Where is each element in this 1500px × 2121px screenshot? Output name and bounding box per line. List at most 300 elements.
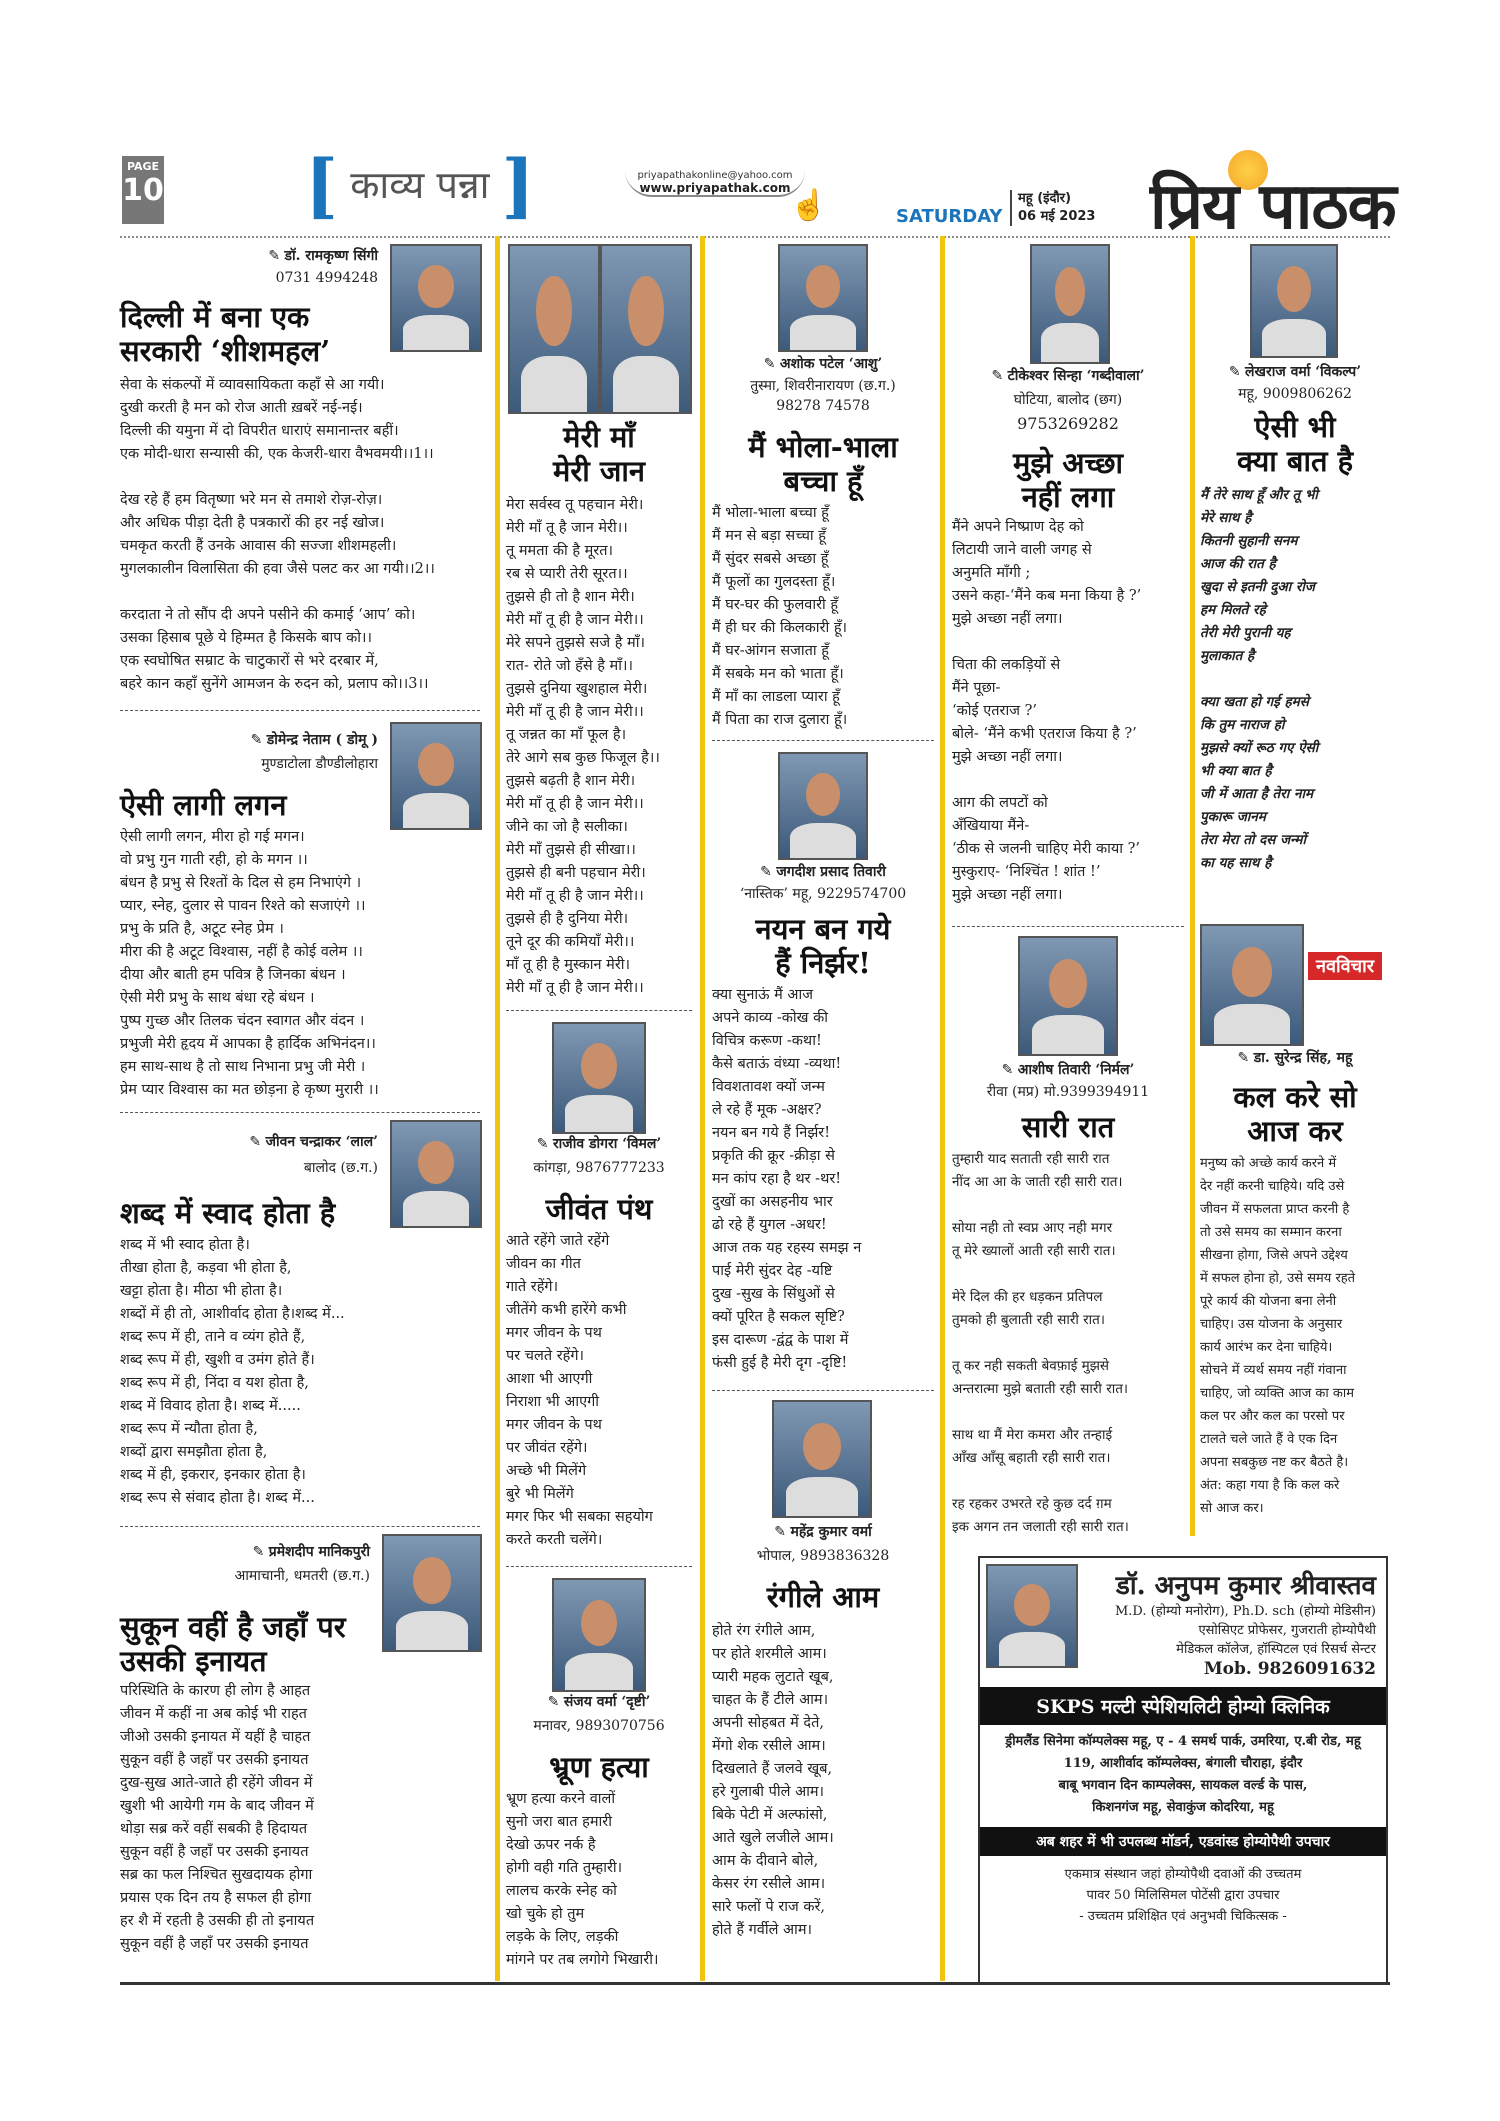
text-line: प्रभुजी मेरी हृदय में आपका है हार्दिक अभिनंदन।। bbox=[120, 1036, 376, 1052]
poem-title bbox=[952, 446, 1184, 514]
text-line: प्यारी महक लुटाते खूब, bbox=[712, 1669, 834, 1685]
text-line: करदाता ने तो सौंप दी अपने पसीने की कमाई ‘आप’ को। bbox=[120, 607, 416, 623]
text-line: मैं भोला-भाला बच्चा हूँ bbox=[712, 505, 829, 521]
text-line: मैं घर-आंगन सजाता हूँ bbox=[712, 643, 829, 659]
text-line: शब्दों में ही तो, आशीर्वाद होता है।शब्द में... bbox=[120, 1306, 345, 1322]
text-line: तुझसे ही बनी पहचान मेरी। bbox=[506, 865, 646, 881]
poem-body bbox=[120, 1680, 485, 1956]
author-place: आमाचानी, धमतरी (छ.ग.) bbox=[234, 1568, 370, 1584]
text-line: मैंने पूछा- bbox=[952, 680, 1001, 696]
column-divider bbox=[1190, 236, 1195, 1536]
text-line: ऐसी मेरी प्रभु के साथ बंधा रहे बंधन । bbox=[120, 990, 315, 1006]
page-label: PAGE bbox=[126, 160, 160, 173]
text-line: मेरी माँ तू ही है जान मेरी।। bbox=[506, 796, 644, 812]
text-line: शब्द में विवाद होता है। शब्द में..... bbox=[120, 1398, 301, 1414]
text-line: खुशी भी आयेगी गम के बाद जीवन में bbox=[120, 1798, 314, 1814]
text-line: देर नहीं करनी चाहिये। यदि उसे bbox=[1200, 1179, 1345, 1194]
text-line: मुस्कुराए- ‘निश्चिंत ! शांत !’ bbox=[952, 864, 1101, 880]
text-line: तू ममता की है मूरत। bbox=[506, 543, 614, 559]
text-line: 119, आशीर्वाद कॉम्पलेक्स, बंगाली चौराहा, इंदौर bbox=[1063, 1756, 1303, 1771]
text-line: आशा भी आएगी bbox=[506, 1371, 593, 1387]
text-line: पूरे कार्य की योजना बना लेनी bbox=[1200, 1294, 1337, 1309]
author-phone: 98278 74578 bbox=[776, 398, 870, 414]
section-divider bbox=[952, 926, 1184, 927]
text-line bbox=[952, 769, 1184, 792]
text-line: खुदा से इतनी दुआ रोज bbox=[1200, 579, 1315, 595]
author-photo bbox=[552, 1578, 646, 1692]
section-divider bbox=[120, 1112, 480, 1113]
text-line: मैंने अपने निष्प्राण देह को bbox=[952, 519, 1084, 535]
poem-body bbox=[120, 826, 485, 1102]
text-line: मेरे साथ है bbox=[1200, 510, 1252, 526]
text-line: शब्द रूप में ही, निंदा व यश होता है, bbox=[120, 1375, 309, 1391]
text-line: नयन बन गये हैं निर्झर! bbox=[712, 1125, 831, 1141]
text-line: मेरी माँ तू ही है जान मेरी।। bbox=[506, 888, 644, 904]
text-line: तुझसे दुनिया खुशहाल मेरी। bbox=[506, 681, 648, 697]
text-line: मुझे अच्छा नहीं लगा। bbox=[952, 611, 1063, 627]
website-box[interactable] bbox=[625, 170, 805, 197]
text-line: कैसे बताऊं वंध्या -व्यथा! bbox=[712, 1056, 842, 1072]
text-line: शब्द रूप में ही, ताने व व्यंग होते हैं, bbox=[120, 1329, 306, 1345]
text-line: जी में आता है तेरा नाम bbox=[1200, 786, 1314, 802]
text-line: अपना सबकुछ नष्ट कर बैठते है। bbox=[1200, 1455, 1349, 1470]
text-line: निराशा भी आएगी bbox=[506, 1394, 600, 1410]
author-place: भोपाल, 9893836328 bbox=[756, 1548, 890, 1564]
text-line: जीने का जो है सलीका। bbox=[506, 819, 628, 835]
poem-title: ऐसी लागी लगन bbox=[120, 788, 287, 822]
text-line: मैं तेरे साथ हूँ और तू भी bbox=[1200, 487, 1318, 503]
poem-body bbox=[1200, 484, 1390, 875]
text-line: किशनगंज महू, सेवाकुंज कोदरिया, महू bbox=[1092, 1800, 1274, 1815]
section-divider bbox=[120, 1526, 480, 1527]
text-line: साथ था मैं मेरा कमरा और तन्हाई bbox=[952, 1427, 1113, 1443]
text-line: प्रभु के प्रति है, अटूट स्नेह प्रेम । bbox=[120, 921, 284, 937]
text-line: चिता की लकड़ियों से bbox=[952, 657, 1061, 673]
text-line: चमकृत करती हैं उनके आवास की सज्जा शीशमहली। bbox=[120, 538, 397, 554]
section-divider bbox=[712, 740, 934, 741]
text-line: सोया नही तो स्वप्न आए नही मगर bbox=[952, 1220, 1113, 1236]
poem-title-line: दिल्ली में बना एक bbox=[120, 300, 310, 334]
author-place: घोटिया, बालोद (छग) bbox=[1013, 392, 1123, 408]
text-line: तीखा होता है, कड़वा भी होता है, bbox=[120, 1260, 292, 1276]
text-line: शब्द में ही, इकरार, इनकार होता है। bbox=[120, 1467, 306, 1483]
text-line: पर जीवंत रहेंगे। bbox=[506, 1440, 588, 1456]
text-line: मेरी माँ तुझसे ही सीखा।। bbox=[506, 842, 636, 858]
text-line: अच्छे भी मिलेंगे bbox=[506, 1463, 587, 1479]
text-line: लालच करके स्नेह को bbox=[506, 1883, 617, 1899]
poem-title bbox=[712, 430, 934, 498]
text-line bbox=[952, 1470, 1184, 1493]
text-line: ले रहे हैं मूक -अक्षर? bbox=[712, 1102, 822, 1118]
text-line: रब से प्यारी तेरी सूरत।। bbox=[506, 566, 628, 582]
author-place: महू, 9009806262 bbox=[1238, 386, 1352, 402]
text-line: मुझे अच्छा नहीं लगा। bbox=[952, 749, 1063, 765]
poem-title-line: उसकी इनायत bbox=[120, 1644, 267, 1678]
author-name: ✎ राजीव डोगरा ‘विमल’ bbox=[506, 1134, 692, 1153]
text-line: मीरा की है अटूट विश्वास, नहीं है कोई वलेम ।। bbox=[120, 944, 363, 960]
author-photo bbox=[508, 244, 600, 414]
poem-title-line: मुझे अच्छा bbox=[1012, 446, 1124, 480]
author-photo bbox=[390, 722, 482, 830]
text-line: शब्द रूप में न्यौता होता है, bbox=[120, 1421, 258, 1437]
text-line: और अधिक पीड़ा देती है पत्रकारों की हर नई खोज। bbox=[120, 515, 385, 531]
doctor-photo bbox=[986, 1564, 1078, 1668]
text-line: मगर फिर भी सबका सहयोग bbox=[506, 1509, 653, 1525]
poem-title-line: क्या बात है bbox=[1236, 444, 1354, 478]
text-line: दुखी करती है मन को रोज आती ख़बरें नई-नई। bbox=[120, 400, 363, 416]
text-line: तुमको ही बुलाती रही सारी रात। bbox=[952, 1312, 1105, 1328]
text-line: जीवन में सफलता प्राप्त करनी है bbox=[1200, 1202, 1350, 1217]
poem-body bbox=[120, 374, 485, 696]
author-name: ✎ डोमेन्द्र नेताम ( डोमू ) bbox=[120, 730, 378, 749]
text-line: सीखना होगा, जिसे अपने उद्देश्य bbox=[1200, 1248, 1348, 1263]
text-line: आते खुले लजीले आम। bbox=[712, 1830, 834, 1846]
text-line: लड़के के लिए, लड़की bbox=[506, 1929, 619, 1945]
text-line: इक अगन तन जलाती रही सारी रात। bbox=[952, 1519, 1129, 1535]
text-line: सुकून वहीं है जहाँ पर उसकी इनायत bbox=[120, 1752, 309, 1768]
author-name: ✎ डॉ. रामकृष्ण सिंगी bbox=[120, 246, 378, 265]
text-line: मेंगो शेक रसीले आम। bbox=[712, 1738, 826, 1754]
date: 06 मई 2023 bbox=[1018, 209, 1096, 224]
text-line: ऐसी लागी लगन, मीरा हो गई मगन। bbox=[120, 829, 305, 845]
author-photo bbox=[778, 244, 868, 352]
text-line: पुकारू जानम bbox=[1200, 809, 1266, 825]
author-photo bbox=[390, 244, 482, 352]
text-line: सुकून वहीं है जहाँ पर उसकी इनायत bbox=[120, 1936, 309, 1952]
author-photo bbox=[600, 244, 692, 414]
author-place: तुस्मा, शिवरीनारायण (छ.ग.) bbox=[750, 378, 896, 394]
text-line: सोचने में व्यर्थ समय नहीं गंवाना bbox=[1200, 1363, 1347, 1378]
author-name: ✎ डा. सुरेन्द्र सिंह, महू bbox=[1200, 1048, 1390, 1067]
text-line: तेरी मेरी पुरानी यह bbox=[1200, 625, 1291, 641]
text-line: एकमात्र संस्थान जहां होम्योपैथी दवाओं की उच्चतम bbox=[1064, 1867, 1302, 1882]
poem-title-line: हैं निर्झर! bbox=[775, 946, 871, 980]
text-line: एसोसिएट प्रोफेसर, गुजराती होम्योपैथी bbox=[1198, 1623, 1376, 1638]
text-line: हरे गुलाबी पीले आम। bbox=[712, 1784, 825, 1800]
poem-title: शब्द में स्वाद होता है bbox=[120, 1196, 336, 1230]
text-line: तुझसे ही तो है शान मेरी। bbox=[506, 589, 635, 605]
text-line: तू कर नही सकती बेवफ़ाई मुझसे bbox=[952, 1358, 1110, 1374]
poem-title: रंगीले आम bbox=[766, 1580, 880, 1614]
author-place: रीवा (मप्र) मो.9399394911 bbox=[986, 1084, 1150, 1100]
poem-body bbox=[952, 1148, 1184, 1539]
text-line: रह रहकर उभरते रहे कुछ दर्द ग़म bbox=[952, 1496, 1112, 1512]
text-line: इस दारूण -द्वंद्व के पाश में bbox=[712, 1332, 849, 1348]
text-line: विवशतावश क्यों जन्म bbox=[712, 1079, 825, 1095]
text-line: होते रंग रंगीले आम, bbox=[712, 1623, 816, 1639]
section-title: [ काव्य पन्ना ] bbox=[305, 144, 535, 227]
text-line: उसने कहा-‘मैंने कब मना किया है ?’ bbox=[952, 588, 1142, 604]
page-bottom-rule bbox=[120, 1982, 1390, 1985]
clinic-tagline: अब शहर में भी उपलब्ध मॉडर्न, एडवांस्ड होम्योपैथी उपचार bbox=[980, 1827, 1386, 1856]
poem-title: सारी रात bbox=[1021, 1110, 1115, 1144]
text-line: कि तुम नाराज हो bbox=[1200, 717, 1285, 733]
text-line: मेरा सर्वस्व तू पहचान मेरी। bbox=[506, 497, 644, 513]
text-line: वो प्रभु गुन गाती रही, हो के मगन ।। bbox=[120, 852, 308, 868]
text-line: अपनी सोहबत में देते, bbox=[712, 1715, 824, 1731]
text-line: आज की रात है bbox=[1200, 556, 1276, 572]
text-line: माँ तू ही है मुस्कान मेरी। bbox=[506, 957, 630, 973]
text-line bbox=[120, 581, 485, 604]
poem-title bbox=[1200, 410, 1390, 478]
text-line: मैं सुंदर सबसे अच्छा हूँ bbox=[712, 551, 829, 567]
text-line: मुझसे क्यों रूठ गए ऐसी bbox=[1200, 740, 1319, 756]
text-line: M.D. (होम्यो मनोरोग), Ph.D. sch (होम्यो मेडिसीन) bbox=[1114, 1604, 1376, 1619]
text-line: शब्द में भी स्वाद होता है। bbox=[120, 1237, 250, 1253]
text-line: टालते चले जाते हैं वे एक दिन bbox=[1200, 1432, 1338, 1447]
text-line: बहरे कान कहाँ सुनेंगे आमजन के रुदन को, प्रलाप को।।3।। bbox=[120, 676, 429, 692]
website-link[interactable]: www.priyapathak.com bbox=[639, 181, 791, 195]
author-name: ✎ महेंद्र कुमार वर्मा bbox=[712, 1522, 934, 1541]
author-name: ✎ आशीष तिवारी ‘निर्मल’ bbox=[952, 1060, 1184, 1079]
author-place: बालोद (छ.ग.) bbox=[303, 1160, 378, 1176]
author-name: ✎ लेखराज वर्मा ‘विकल्प’ bbox=[1200, 362, 1390, 381]
text-line: खो चुके हो तुम bbox=[506, 1906, 585, 1922]
text-line: जीतेंगे कभी हारेंगे कभी bbox=[506, 1302, 627, 1318]
text-line: अनुमति माँगी ; bbox=[952, 565, 1031, 581]
text-line: मैं सबके मन को भाता हूँ। bbox=[712, 666, 844, 682]
text-line: उसका हिसाब पूछे ये हिम्मत है किसके बाप को।। bbox=[120, 630, 373, 646]
text-line: तुम्हारी याद सताती रही सारी रात bbox=[952, 1151, 1110, 1167]
text-line: मेरी माँ तू ही है जान मेरी।। bbox=[506, 704, 644, 720]
text-line: क्या खता हो गई हमसे bbox=[1200, 694, 1309, 710]
clinic-footer bbox=[980, 1864, 1386, 1927]
day-label: SATURDAY bbox=[896, 206, 1003, 227]
text-line: मैं ही घर की किलकारी हूँ। bbox=[712, 620, 848, 636]
text-line: अंत: कहा गया है कि कल करे bbox=[1200, 1478, 1340, 1493]
text-line: जीवन का गीत bbox=[506, 1256, 581, 1272]
poem-title-line: मेरी जान bbox=[553, 454, 645, 488]
text-line: बंधन है प्रभु से रिश्तों के दिल से हम निभाएंगे । bbox=[120, 875, 362, 891]
pointer-hand-icon: ☝ bbox=[790, 188, 828, 223]
text-line: दुख -सुख के सिंधुओं से bbox=[712, 1286, 835, 1302]
text-line: प्रेम प्यार विश्वास का मत छोड़ना हे कृष्ण मुरारी ।। bbox=[120, 1082, 379, 1098]
text-line: अपने काव्य -कोख की bbox=[712, 1010, 828, 1026]
text-line: सुनो जरा बात हमारी bbox=[506, 1814, 612, 1830]
text-line: पावर 50 मिलिसिमल पोटेंसी द्वारा उपचार bbox=[1086, 1888, 1280, 1903]
text-line: आँख आँसू बहाती रही सारी रात। bbox=[952, 1450, 1111, 1466]
poem-title bbox=[506, 420, 692, 488]
text-line: तू मेरे ख्यालों आती रही सारी रात। bbox=[952, 1243, 1116, 1259]
author-name: ✎ प्रमेशदीप मानिकपुरी bbox=[120, 1542, 370, 1561]
section-divider bbox=[506, 1566, 692, 1567]
section-divider bbox=[712, 1390, 934, 1391]
poem-title: भ्रूण हत्या bbox=[549, 1750, 649, 1784]
column-divider bbox=[940, 236, 945, 1981]
poem-title-line: ऐसी भी bbox=[1254, 410, 1336, 444]
author-photo bbox=[1200, 924, 1304, 1046]
text-line: पर चलते रहेंगे। bbox=[506, 1348, 584, 1364]
text-line: मैं माँ का लाडला प्यारा हूँ bbox=[712, 689, 840, 705]
author-photo bbox=[772, 1400, 872, 1518]
text-line: जीवन में कहीं ना अब कोई भी राहत bbox=[120, 1706, 307, 1722]
text-line: अँखियाया मैंने- bbox=[952, 818, 1030, 834]
text-line: आते रहेंगे जाते रहेंगे bbox=[506, 1233, 610, 1249]
text-line: दिल्ली की यमुना में दो विपरीत धाराएं समानान्तर बहीं। bbox=[120, 423, 399, 439]
text-line: ‘ठीक से जलनी चाहिए मेरी काया ?’ bbox=[952, 841, 1141, 857]
text-line: दीया और बाती हम पवित्र है जिनका बंधन । bbox=[120, 967, 346, 983]
text-line: सारे फलों पे राज करें, bbox=[712, 1899, 826, 1915]
text-line: खट्टा होता है। मीठा भी होता है। bbox=[120, 1283, 283, 1299]
author-name: ✎ संजय वर्मा ‘दृष्टी’ bbox=[506, 1692, 692, 1711]
author-phone: 9753269282 bbox=[1017, 414, 1119, 433]
author-photo bbox=[390, 1120, 482, 1228]
text-line: मेडिकल कॉलेज, हॉस्पिटल एवं रिसर्च सेन्टर bbox=[1176, 1642, 1376, 1657]
author-name: ✎ जीवन चन्द्राकर ‘लाल’ bbox=[120, 1132, 378, 1151]
article-title-line: कल करे सो bbox=[1233, 1080, 1357, 1114]
text-line: मन कांप रहा है थर -थर! bbox=[712, 1171, 842, 1187]
text-line: तुझसे बढ़ती है शान मेरी। bbox=[506, 773, 636, 789]
text-line: मेरी माँ तू ही है जान मेरी।। bbox=[506, 612, 644, 628]
section-title-text: काव्य पन्ना bbox=[350, 163, 490, 207]
poem-body bbox=[506, 494, 692, 1000]
author-place: मनावर, 9893070756 bbox=[533, 1718, 665, 1734]
poem-body bbox=[506, 1230, 692, 1552]
author-photo bbox=[382, 1534, 482, 1652]
article-title-line: आज कर bbox=[1247, 1114, 1343, 1148]
text-line bbox=[120, 466, 485, 489]
text-line: मुलाकात है bbox=[1200, 648, 1255, 664]
poem-body bbox=[712, 502, 934, 732]
text-line: सो आज कर। bbox=[1200, 1501, 1264, 1516]
text-line: मेरे सपने तुझसे सजे है माँ। bbox=[506, 635, 645, 651]
author-place: कांगड़ा, 9876777233 bbox=[533, 1160, 665, 1176]
text-line bbox=[952, 1401, 1184, 1424]
text-line: मैं मन से बड़ा सच्चा हूँ bbox=[712, 528, 826, 544]
text-line: मेरी माँ तू है जान मेरी।। bbox=[506, 520, 628, 536]
text-line: क्यों पूरित है सकल सृष्टि? bbox=[712, 1309, 845, 1325]
text-line: आग की लपटों को bbox=[952, 795, 1048, 811]
poem-title-line: सुकून वहीं है जहाँ पर bbox=[120, 1610, 346, 1644]
column-divider bbox=[495, 236, 500, 1981]
text-line: मैं घर-घर की फुलवारी हूँ bbox=[712, 597, 839, 613]
text-line: सुकून वहीं है जहाँ पर उसकी इनायत bbox=[120, 1844, 309, 1860]
text-line: होते हैं गर्वीले आम। bbox=[712, 1922, 813, 1938]
text-line: आज तक यह रहस्य समझ न bbox=[712, 1240, 862, 1256]
text-line: तो उसे समय का सम्मान करना bbox=[1200, 1225, 1342, 1240]
author-place: मुण्डाटोला डौण्डीलोहारा bbox=[261, 756, 378, 772]
text-line: मगर जीवन के पथ bbox=[506, 1325, 602, 1341]
poem-title-line: सरकारी ‘शीशमहल’ bbox=[120, 334, 331, 368]
text-line: एक मोदी-धारा सन्यासी की, एक केजरी-धारा वैभवमयी।।1।। bbox=[120, 446, 434, 462]
doctor-name: डॉ. अनुपम कुमार श्रीवास्तव bbox=[1115, 1571, 1376, 1601]
text-line: परिस्थिति के कारण ही लोग है आहत bbox=[120, 1683, 311, 1699]
section-divider bbox=[120, 710, 480, 711]
author-place: ‘नास्तिक’ महू, 9229574700 bbox=[739, 886, 907, 902]
text-line bbox=[952, 631, 1184, 654]
text-line: कल पर और कल का परसो पर bbox=[1200, 1409, 1345, 1424]
page-number: 10 bbox=[122, 173, 164, 208]
text-line: दिखलाते हैं जलवे खूब, bbox=[712, 1761, 833, 1777]
section-divider bbox=[506, 1010, 692, 1011]
text-line bbox=[952, 1194, 1184, 1217]
text-line bbox=[952, 1263, 1184, 1286]
poem-title-line: मेरी माँ bbox=[563, 420, 635, 454]
text-line: प्रयास एक दिन तय है सफल ही होगा bbox=[120, 1890, 312, 1906]
clinic-name: SKPS मल्टी स्पेशियलिटी होम्यो क्लिनिक bbox=[980, 1687, 1386, 1725]
date-block bbox=[1010, 190, 1095, 226]
text-line: कार्य आरंभ कर देना चाहिये। bbox=[1200, 1340, 1333, 1355]
poem-body bbox=[952, 516, 1184, 907]
text-line: दुख-सुख आते-जाते ही रहेंगे जीवन में bbox=[120, 1775, 313, 1791]
author-name: ✎ जगदीश प्रसाद तिवारी bbox=[712, 862, 934, 881]
article-title bbox=[1200, 1080, 1390, 1148]
poem-title bbox=[120, 1610, 346, 1678]
text-line: हर शै में रहती है उसकी ही तो इनायत bbox=[120, 1913, 315, 1929]
text-line: मैं फूलों का गुलदस्ता हूँ। bbox=[712, 574, 836, 590]
text-line: मगर जीवन के पथ bbox=[506, 1417, 602, 1433]
text-line: देखो ऊपर नर्क है bbox=[506, 1837, 596, 1853]
poem-title bbox=[712, 912, 934, 980]
poem-title-line: नयन बन गये bbox=[755, 912, 891, 946]
text-line: शब्द रूप में ही, खुशी व उमंग होते हैं। bbox=[120, 1352, 315, 1368]
text-line: बोले- ‘मैंने कभी एतराज किया है ?’ bbox=[952, 726, 1137, 742]
text-line: करते करती चलेंगे। bbox=[506, 1532, 603, 1548]
text-line: प्यार, स्नेह, दुलार से पावन रिश्ते को सजाएंगे ।। bbox=[120, 898, 366, 914]
text-line: चाहिए। उस योजना के अनुसार bbox=[1200, 1317, 1343, 1332]
text-line: ढो रहे हैं युगल -अधर! bbox=[712, 1217, 827, 1233]
author-photo bbox=[552, 1022, 646, 1134]
author-photo bbox=[1030, 244, 1110, 364]
text-line: बिके पेटी में अल्फांसो, bbox=[712, 1807, 828, 1823]
poem-body bbox=[506, 1788, 692, 1972]
text-line: चाहत के हैं टीले आम। bbox=[712, 1692, 829, 1708]
text-line: शब्द रूप से संवाद होता है। शब्द में... bbox=[120, 1490, 315, 1506]
column-badge: नवविचार bbox=[1308, 952, 1382, 980]
page-number-badge bbox=[122, 156, 164, 224]
text-line: मेरी माँ तू ही है जान मेरी।। bbox=[506, 980, 644, 996]
doctor-mobile: Mob. 9826091632 bbox=[1203, 1659, 1376, 1679]
text-line: तेरे आगे सब कुछ फिजूल है।। bbox=[506, 750, 660, 766]
text-line: लिटायी जाने वाली जगह से bbox=[952, 542, 1092, 558]
clinic-advertisement bbox=[978, 1556, 1388, 1984]
text-line: पाई मेरी सुंदर देह -यष्टि bbox=[712, 1263, 833, 1279]
text-line: भी क्या बात है bbox=[1200, 763, 1272, 779]
author-phone: 0731 4994248 bbox=[275, 270, 378, 286]
text-line: ‘कोई एतराज ?’ bbox=[952, 703, 1037, 719]
text-line: तुझसे ही है दुनिया मेरी। bbox=[506, 911, 629, 927]
text-line: पर होते शरमीले आम। bbox=[712, 1646, 827, 1662]
poem-title bbox=[120, 300, 330, 368]
article-body bbox=[1200, 1152, 1390, 1520]
text-line: प्रकृति की क्रूर -क्रीड़ा से bbox=[712, 1148, 835, 1164]
author-photo bbox=[1018, 936, 1118, 1056]
text-line: नींद आ आ के जाती रही सारी रात। bbox=[952, 1174, 1123, 1190]
text-line: मैं पिता का राज दुलारा हूँ। bbox=[712, 712, 848, 728]
text-line: क्या सुनाऊं मैं आज bbox=[712, 987, 813, 1003]
text-line: थोड़ा सब्र करें वहीं सबकी है हिदायत bbox=[120, 1821, 308, 1837]
text-line: हम मिलते रहे bbox=[1200, 602, 1266, 618]
text-line: मुगलकालीन विलासिता की हवा जैसे पलट कर आ गयी।।2।। bbox=[120, 561, 435, 577]
text-line: - उच्चतम प्रशिक्षित एवं अनुभवी चिकित्सक - bbox=[1079, 1909, 1287, 1924]
text-line: मांगने पर तब लगोगे भिखारी। bbox=[506, 1952, 659, 1968]
text-line: बुरे भी मिलेंगे bbox=[506, 1486, 574, 1502]
text-line: पुष्प गुच्छ और तिलक चंदन स्वागत और वंदन । bbox=[120, 1013, 365, 1029]
author-photo bbox=[778, 752, 868, 860]
text-line: में सफल होना हो, उसे समय रहते bbox=[1200, 1271, 1356, 1286]
text-line: शब्दों द्वारा समझौता होता है, bbox=[120, 1444, 268, 1460]
text-line: चाहिए, जो व्यक्ति आज का काम bbox=[1200, 1386, 1355, 1401]
text-line bbox=[952, 1332, 1184, 1355]
author-photo bbox=[1250, 244, 1338, 358]
text-line: रात- रोते जो हँसे है माँ।। bbox=[506, 658, 633, 674]
poem-title-line: मैं भोला-भाला bbox=[748, 430, 898, 464]
text-line: बाबू भगवान दिन काम्पलेक्स, सायकल वर्ल्ड के पास, bbox=[1058, 1778, 1308, 1793]
text-line: भ्रूण हत्या करने वालों bbox=[506, 1791, 616, 1807]
poem-body bbox=[712, 1620, 934, 1942]
author-name: ✎ अशोक पटेल ‘आशु’ bbox=[712, 354, 934, 373]
poem-body bbox=[712, 984, 934, 1375]
